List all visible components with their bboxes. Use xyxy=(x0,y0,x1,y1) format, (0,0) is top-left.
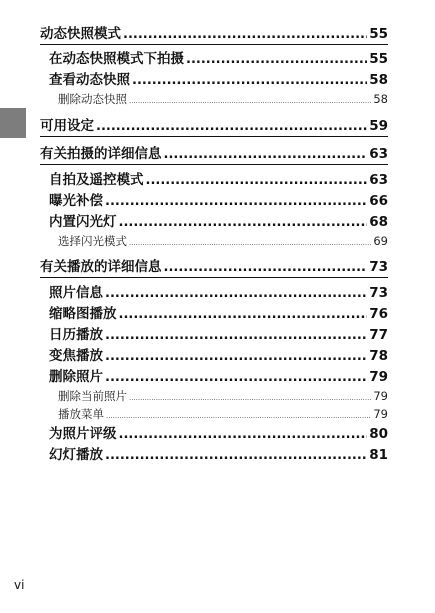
toc-entry-label: 删除动态快照 xyxy=(58,92,127,106)
toc-leader-dots xyxy=(129,390,371,406)
toc-leader-dots xyxy=(106,408,371,424)
toc-entry-self-timer-remote[interactable] xyxy=(40,171,388,190)
toc-leader-dots xyxy=(119,213,368,232)
toc-entry-label: 自拍及遥控模式 xyxy=(49,172,144,188)
toc-entry-delete-current-photo[interactable] xyxy=(40,388,388,404)
toc-entry-label: 幻灯播放 xyxy=(49,447,103,463)
toc-entry-delete-dynamic-snapshot[interactable] xyxy=(40,91,388,107)
toc-entry-page: 55 xyxy=(369,26,388,42)
toc-entry-page: 73 xyxy=(369,285,388,301)
toc-entry-label: 可用设定 xyxy=(40,118,94,134)
toc-entry-label: 动态快照模式 xyxy=(40,26,121,42)
toc-entry-select-flash-mode[interactable] xyxy=(40,233,388,249)
toc-leader-dots xyxy=(123,25,367,45)
toc-entry-page: 78 xyxy=(369,348,388,364)
toc-entry-label: 播放菜单 xyxy=(58,407,104,421)
toc-leader-dots xyxy=(105,326,367,345)
toc-entry-label: 在动态快照模式下拍摄 xyxy=(49,51,184,67)
toc-leader-dots xyxy=(186,50,367,69)
toc-entry-dynamic-snapshot-mode[interactable] xyxy=(40,24,388,45)
toc-entry-delete-photos[interactable] xyxy=(40,368,388,387)
toc-leader-dots xyxy=(146,171,368,190)
toc-leader-dots xyxy=(164,145,368,165)
toc-entry-label: 日历播放 xyxy=(49,327,103,343)
toc-entry-label: 有关拍摄的详细信息 xyxy=(40,146,162,162)
toc-entry-page: 79 xyxy=(373,389,388,403)
toc-entry-playback-menu[interactable] xyxy=(40,406,388,422)
toc-leader-dots xyxy=(119,305,368,324)
toc-entry-label: 变焦播放 xyxy=(49,348,103,364)
toc-entry-page: 79 xyxy=(373,407,388,421)
toc-entry-label: 照片信息 xyxy=(49,285,103,301)
toc-leader-dots xyxy=(105,446,367,465)
toc-leader-dots xyxy=(105,284,367,303)
toc-entry-label: 缩略图播放 xyxy=(49,306,117,322)
toc-entry-page: 55 xyxy=(369,51,388,67)
toc-entry-label: 曝光补偿 xyxy=(49,193,103,209)
toc-entry-label: 删除照片 xyxy=(49,369,103,385)
toc-leader-dots xyxy=(105,368,367,387)
toc-entry-label: 有关播放的详细信息 xyxy=(40,259,162,275)
toc-entry-built-in-flash[interactable] xyxy=(40,213,388,232)
toc-leader-dots xyxy=(96,117,367,137)
toc-entry-page: 66 xyxy=(369,193,388,209)
toc-entry-page: 68 xyxy=(369,214,388,230)
toc-entry-slide-show[interactable] xyxy=(40,446,388,465)
toc-entry-label: 内置闪光灯 xyxy=(49,214,117,230)
toc-entry-page: 58 xyxy=(373,92,388,106)
toc-entry-shooting-details[interactable] xyxy=(40,144,388,165)
toc-leader-dots xyxy=(119,425,368,444)
toc-entry-thumbnail-playback[interactable] xyxy=(40,305,388,324)
toc-entry-page: 81 xyxy=(369,447,388,463)
toc-entry-page: 79 xyxy=(369,369,388,385)
toc-leader-dots xyxy=(132,71,367,90)
toc-leader-dots xyxy=(164,258,368,278)
toc-entry-shoot-dynamic-snapshot[interactable] xyxy=(40,50,388,69)
toc-entry-page: 63 xyxy=(369,146,388,162)
toc-entry-page: 73 xyxy=(369,259,388,275)
toc-entry-page: 76 xyxy=(369,306,388,322)
toc-entry-photo-info[interactable] xyxy=(40,284,388,303)
toc-entry-exposure-compensation[interactable] xyxy=(40,192,388,211)
toc-leader-dots xyxy=(129,235,371,251)
toc-leader-dots xyxy=(105,347,367,366)
toc-leader-dots xyxy=(129,93,371,109)
toc-entry-zoom-playback[interactable] xyxy=(40,347,388,366)
toc-entry-calendar-playback[interactable] xyxy=(40,326,388,345)
toc-entry-page: 63 xyxy=(369,172,388,188)
page-number: vi xyxy=(14,578,25,592)
toc-entry-label: 查看动态快照 xyxy=(49,72,130,88)
toc-entry-label: 删除当前照片 xyxy=(58,389,127,403)
toc-entry-page: 69 xyxy=(373,234,388,248)
toc-entry-rate-photos[interactable] xyxy=(40,425,388,444)
toc-entry-label: 为照片评级 xyxy=(49,426,117,442)
toc-entry-label: 选择闪光模式 xyxy=(58,234,127,248)
toc-entry-available-settings[interactable] xyxy=(40,116,388,137)
section-tab-marker xyxy=(0,108,26,138)
toc-entry-view-dynamic-snapshot[interactable] xyxy=(40,71,388,90)
toc-leader-dots xyxy=(105,192,367,211)
toc-entry-page: 58 xyxy=(369,72,388,88)
toc-entry-page: 59 xyxy=(369,118,388,134)
toc-entry-playback-details[interactable] xyxy=(40,257,388,278)
toc-entry-page: 80 xyxy=(369,426,388,442)
toc-entry-page: 77 xyxy=(369,327,388,343)
